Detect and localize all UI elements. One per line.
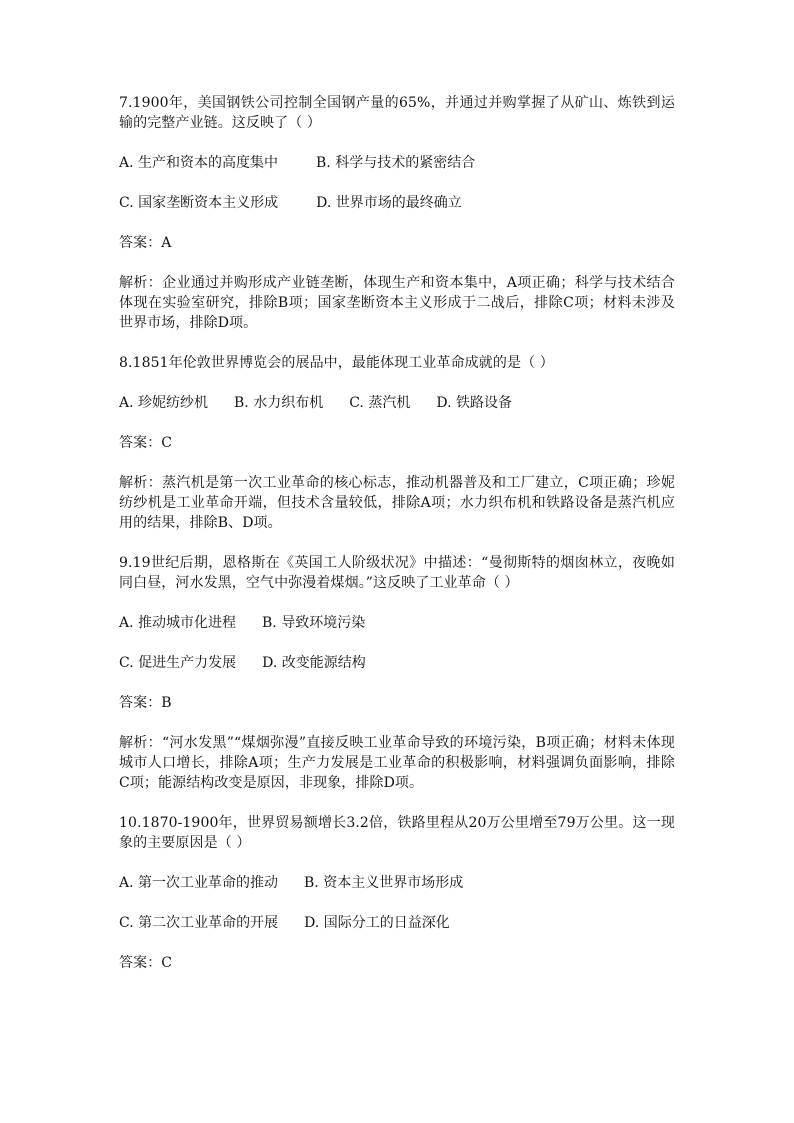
question-8-option-d: D. 铁路设备: [436, 395, 512, 411]
question-10-options-row-2: [119, 913, 675, 933]
question-8-option-c: C. 蒸汽机: [349, 395, 411, 411]
document-page: [119, 93, 675, 973]
question-7-stem: 7.1900年，美国钢铁公司控制全国钢产量的65%，并通过并购掌握了从矿山、炼铁到运输的完整产业链。这反映了（ ）: [119, 95, 675, 131]
question-7-option-b: B. 科学与技术的紧密结合: [316, 155, 476, 171]
question-10-option-b: B. 资本主义世界市场形成: [304, 875, 464, 891]
question-9-options-row-2: [119, 653, 675, 673]
question-10-option-c: C. 第二次工业革命的开展: [119, 915, 279, 931]
question-7-analysis: 解析：企业通过并购形成产业链垄断，体现生产和资本集中，A项正确；科学与技术结合体现在实验室研究，排除B项；国家垄断资本主义形成于二战后，排除C项；材料未涉及世界市场，排除D项。: [119, 275, 675, 331]
question-8-options-row-1: [119, 393, 675, 413]
question-9-option-d: D. 改变能源结构: [262, 655, 366, 671]
question-10-option-a: A. 第一次工业革命的推动: [119, 875, 279, 891]
question-9-stem: 9.19世纪后期，恩格斯在《英国工人阶级状况》中描述：“曼彻斯特的烟囱林立，夜晚如同白昼，河水发黑，空气中弥漫着煤烟。”这反映了工业革命（ ）: [119, 555, 675, 591]
question-8-option-b: B. 水力织布机: [234, 395, 324, 411]
question-7-answer: 答案：A: [119, 235, 172, 251]
question-7-option-c: C. 国家垄断资本主义形成: [119, 195, 279, 211]
question-8-answer: 答案：C: [119, 435, 173, 451]
question-7-option-a: A. 生产和资本的高度集中: [119, 155, 279, 171]
question-10-options-row-1: [119, 873, 675, 893]
question-9-option-a: A. 推动城市化进程: [119, 615, 237, 631]
question-10-answer: 答案：C: [119, 955, 173, 971]
question-7-options-row-2: [119, 193, 675, 213]
question-7-options-row-1: [119, 153, 675, 173]
question-9-option-c: C. 促进生产力发展: [119, 655, 237, 671]
question-9-analysis: 解析：“河水发黑”“煤烟弥漫”直接反映工业革命导致的环境污染，B项正确；材料未体现城市人口增长，排除A项；生产力发展是工业革命的积极影响，材料强调负面影响，排除C项；能源结构改变是原因，非现象，排除D项。: [119, 735, 675, 791]
question-9-answer: 答案：B: [119, 695, 172, 711]
question-8-stem: 8.1851年伦敦世界博览会的展品中，最能体现工业革命成就的是（ ）: [119, 355, 554, 371]
question-7-option-d: D. 世界市场的最终确立: [316, 195, 462, 211]
question-8-option-a: A. 珍妮纺纱机: [119, 395, 209, 411]
question-10-stem: 10.1870-1900年，世界贸易额增长3.2倍，铁路里程从20万公里增至79万公里。这一现象的主要原因是（ ）: [119, 815, 675, 851]
question-9-options-row-1: [119, 613, 675, 633]
question-9-option-b: B. 导致环境污染: [262, 615, 366, 631]
question-8-analysis: 解析：蒸汽机是第一次工业革命的核心标志，推动机器普及和工厂建立，C项正确；珍妮纺纱机是工业革命开端，但技术含量较低，排除A项；水力织布机和铁路设备是蒸汽机应用的结果，排除B、D项。: [119, 475, 675, 531]
question-10-option-d: D. 国际分工的日益深化: [304, 915, 450, 931]
